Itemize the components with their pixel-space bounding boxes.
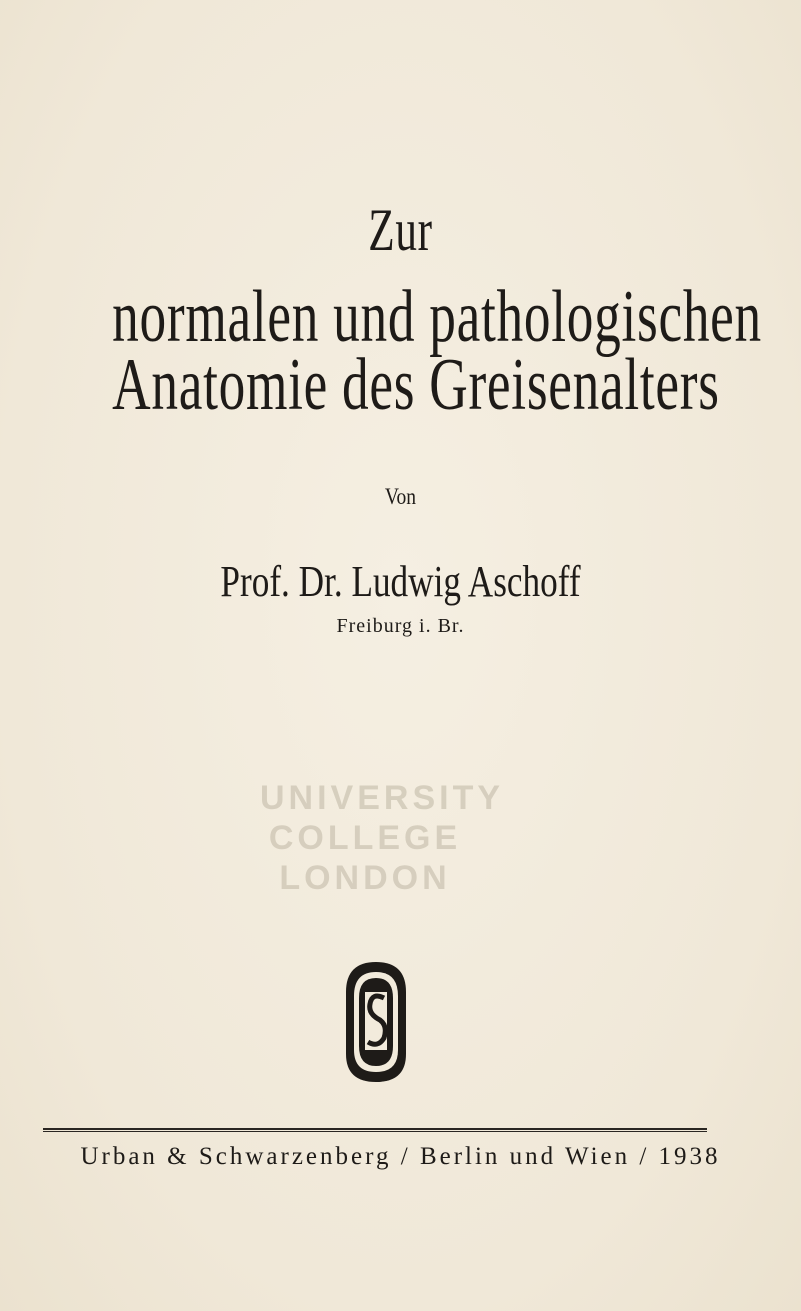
- title-line-3: Anatomie des Greisenalters: [112, 344, 720, 426]
- library-stamp: [260, 778, 505, 900]
- publisher-imprint: Urban & Schwarzenberg / Berlin und Wien / 1938: [80, 1143, 721, 1170]
- title-line-1: Zur: [368, 197, 433, 263]
- stamp-line-2: COLLEGE: [268, 819, 462, 857]
- byline: Von: [384, 484, 417, 509]
- publisher-logo-icon: [340, 958, 412, 1086]
- title-line-2: normalen und pathologischen: [112, 276, 762, 358]
- author-name: Prof. Dr. Ludwig Aschoff: [220, 557, 581, 606]
- author-affiliation: Freiburg i. Br.: [336, 615, 465, 637]
- stamp-line-3: LONDON: [279, 859, 451, 897]
- stamp-line-1: UNIVERSITY: [260, 779, 505, 817]
- divider-rule: [43, 1128, 707, 1132]
